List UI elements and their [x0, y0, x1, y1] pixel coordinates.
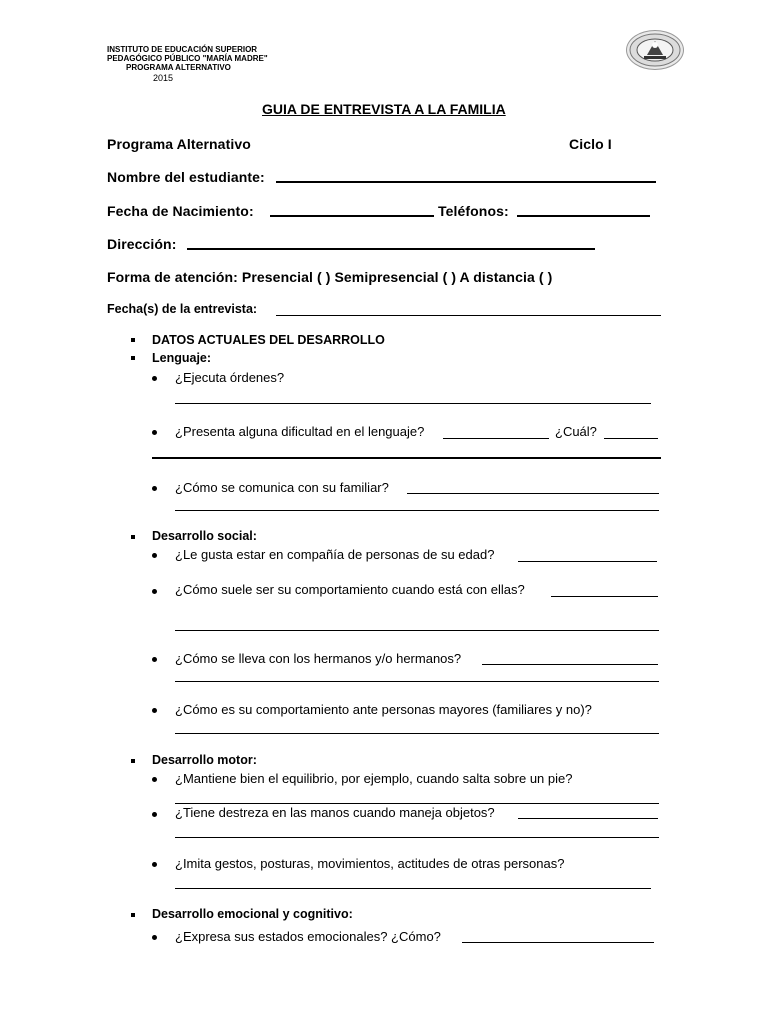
section-current-data: DATOS ACTUALES DEL DESARROLLO	[152, 333, 385, 347]
bullet-icon	[152, 486, 157, 491]
question-emotional-expression: ¿Expresa sus estados emocionales? ¿Cómo?	[175, 929, 441, 944]
student-name-label: Nombre del estudiante:	[107, 169, 265, 185]
answer-line[interactable]	[482, 664, 658, 665]
bullet-icon	[152, 777, 157, 782]
question-which: ¿Cuál?	[555, 424, 597, 439]
answer-line[interactable]	[175, 733, 659, 734]
answer-line[interactable]	[175, 888, 651, 889]
square-bullet-icon	[131, 913, 135, 917]
section-language: Lenguaje:	[152, 351, 212, 365]
question-language-difficulty: ¿Presenta alguna dificultad en el lenguaje?	[175, 424, 425, 439]
answer-line[interactable]	[175, 630, 659, 631]
bullet-icon	[152, 862, 157, 867]
phones-label: Teléfonos:	[438, 203, 509, 219]
cycle-label: Ciclo I	[569, 136, 612, 152]
answer-line[interactable]	[175, 681, 659, 682]
bullet-icon	[152, 708, 157, 713]
square-bullet-icon	[131, 759, 135, 763]
interview-dates-label: Fecha(s) de la entrevista:	[107, 302, 258, 316]
bullet-icon	[152, 812, 157, 817]
institute-name-line2: PEDAGÓGICO PÚBLICO "MARÍA MADRE"	[107, 54, 268, 63]
section-motor: Desarrollo motor:	[152, 753, 257, 767]
student-name-line[interactable]	[276, 181, 656, 183]
question-balance: ¿Mantiene bien el equilibrio, por ejemplo, cuando salta sobre un pie?	[175, 771, 573, 786]
answer-line[interactable]	[462, 942, 654, 943]
bullet-icon	[152, 589, 157, 594]
birthdate-label: Fecha de Nacimiento:	[107, 203, 254, 219]
answer-line[interactable]	[175, 803, 659, 804]
answer-line[interactable]	[407, 493, 659, 494]
phones-line[interactable]	[517, 215, 650, 217]
square-bullet-icon	[131, 535, 135, 539]
square-bullet-icon	[131, 338, 135, 342]
address-line[interactable]	[187, 248, 595, 250]
bullet-icon	[152, 430, 157, 435]
answer-line[interactable]	[518, 818, 658, 819]
bullet-icon	[152, 935, 157, 940]
answer-line[interactable]	[175, 403, 651, 404]
question-behavior-with-peers: ¿Cómo suele ser su comportamiento cuando está con ellas?	[175, 582, 525, 597]
document-title: GUIA DE ENTREVISTA A LA FAMILIA	[262, 101, 506, 117]
institution-seal-icon	[626, 30, 684, 70]
interview-dates-line[interactable]	[276, 315, 661, 316]
section-social: Desarrollo social:	[152, 529, 257, 543]
attention-mode-options: Forma de atención: Presencial ( ) Semipresencial ( ) A distancia ( )	[107, 269, 553, 285]
program-label: Programa Alternativo	[107, 136, 251, 152]
answer-line[interactable]	[551, 596, 658, 597]
section-emotional-cognitive: Desarrollo emocional y cognitivo:	[152, 907, 353, 921]
bullet-icon	[152, 553, 157, 558]
answer-line[interactable]	[175, 837, 659, 838]
question-family-communication: ¿Cómo se comunica con su familiar?	[175, 480, 389, 495]
question-hand-dexterity: ¿Tiene destreza en las manos cuando maneja objetos?	[175, 805, 495, 820]
bullet-icon	[152, 657, 157, 662]
question-follows-orders: ¿Ejecuta órdenes?	[175, 370, 285, 385]
institute-name-line1: INSTITUTO DE EDUCACIÓN SUPERIOR	[107, 45, 258, 54]
answer-line[interactable]	[518, 561, 657, 562]
program-name: PROGRAMA ALTERNATIVO	[126, 63, 231, 72]
question-peers: ¿Le gusta estar en compañía de personas de su edad?	[175, 547, 495, 562]
birthdate-line[interactable]	[270, 215, 434, 217]
answer-line[interactable]	[443, 438, 549, 439]
address-label: Dirección:	[107, 236, 177, 252]
answer-line[interactable]	[604, 438, 658, 439]
question-imitation: ¿Imita gestos, posturas, movimientos, actitudes de otras personas?	[175, 856, 565, 871]
question-adults: ¿Cómo es su comportamiento ante personas mayores (familiares y no)?	[175, 702, 592, 717]
bullet-icon	[152, 376, 157, 381]
header-year: 2015	[153, 73, 174, 83]
question-siblings: ¿Cómo se lleva con los hermanos y/o hermanos?	[175, 651, 462, 666]
answer-line[interactable]	[175, 510, 659, 511]
answer-line[interactable]	[152, 457, 661, 459]
square-bullet-icon	[131, 356, 135, 360]
